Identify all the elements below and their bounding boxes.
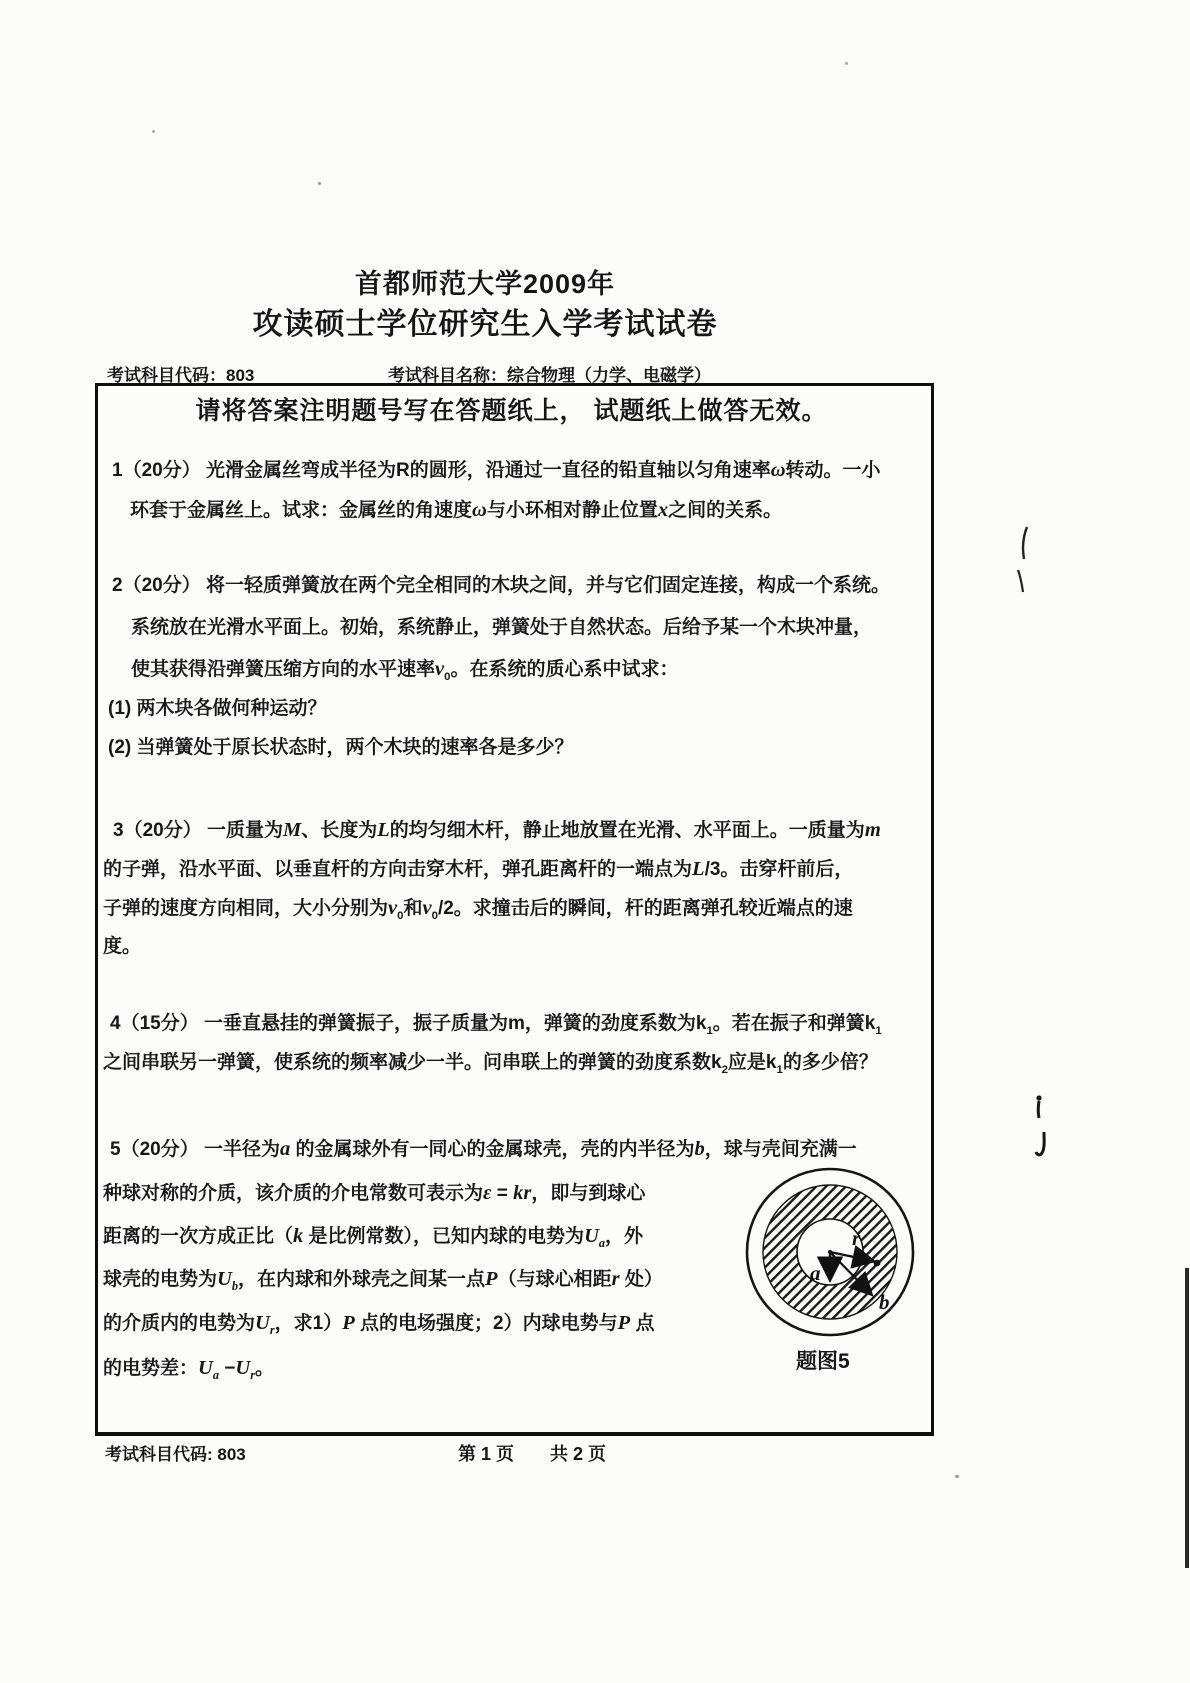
question-1-line-2: 环套于金属丝上。试求：金属丝的角速度ω与小环相对静止位置x之间的关系。 — [130, 499, 783, 521]
scan-edge-line — [1185, 1268, 1189, 1568]
question-3-line-1: 3（20分） 一质量为M、长度为L的均匀细木杆，静止地放置在光滑、水平面上。一质量为m — [113, 819, 881, 841]
answer-notice: 请将答案注明题号写在答题纸上， 试题纸上做答无效。 — [195, 397, 828, 425]
question-5-line-2: 种球对称的介质，该介质的介电常数可表示为ε = kr，即与到球心 — [103, 1182, 646, 1204]
question-2-line-2: 系统放在光滑水平面上。初始，系统静止，弹簧处于自然状态。后给予某一个木块冲量， — [131, 617, 873, 638]
footer-page-number: 第 1 页 共 2 页 — [458, 1444, 607, 1464]
subject-name-label: 考试科目名称：综合物理（力学、电磁学） — [388, 366, 711, 385]
question-5-line-6: 的电势差：$U_a -U_r$。 — [103, 1357, 275, 1382]
center-dot — [828, 1250, 832, 1254]
scan-mark-blot-2 — [1034, 1130, 1050, 1158]
label-r: r — [852, 1226, 861, 1250]
scan-speck-2 — [845, 62, 848, 65]
question-4-line-1: 4（15分） 一垂直悬挂的弹簧振子，振子质量为m，弹簧的劲度系数为$k_1$。若在振子和弹簧$k_1$ — [110, 1013, 882, 1037]
question-2-subitem-2: (2) 当弹簧处于原长状态时，两个木块的速率各是多少？ — [108, 737, 574, 758]
question-3-line-4: 度。 — [103, 936, 142, 957]
scan-speck-3 — [152, 130, 155, 133]
scan-mark-blot-1 — [1032, 1094, 1046, 1120]
label-a: a — [810, 1261, 821, 1285]
question-5-line-1: 5（20分） 一半径为a 的金属球外有一同心的金属球壳，壳的内半径为b，球与壳间充满一 — [110, 1138, 857, 1160]
label-b: b — [879, 1290, 890, 1314]
figure-caption: 题图5 — [796, 1350, 850, 1373]
figure-concentric-spheres — [740, 1162, 925, 1342]
scan-speck-4 — [955, 1475, 959, 1478]
question-3-line-3: 子弹的速度方向相同，大小分别为$v_0$和$v_0/2$。求撞击后的瞬间，杆的距离弹孔较近端点的速 — [103, 897, 853, 922]
question-2-subitem-1: (1) 两木块各做何种运动？ — [108, 698, 327, 719]
question-1-line-1: 1（20分） 光滑金属丝弯成半径为R的圆形，沿通过一直径的铅直轴以匀角速率ω转动。一小 — [112, 459, 881, 481]
page-subtitle: 攻读硕士学位研究生入学考试试卷 — [252, 308, 718, 341]
scan-mark-apostrophe — [1018, 525, 1032, 561]
footer-subject-code: 考试科目代码: 803 — [105, 1445, 246, 1464]
page-title: 首都师范大学2009年 — [354, 269, 616, 299]
question-2-line-1: 2（20分） 将一轻质弹簧放在两个完全相同的木块之间，并与它们固定连接，构成一个系统。 — [112, 575, 890, 596]
scan-speck-1 — [318, 182, 321, 185]
scan-mark-stroke — [1014, 568, 1028, 594]
question-5-line-5: 的介质内的电势为$U_r$，求1）P 点的电场强度；2）内球电势与P 点 — [103, 1312, 655, 1337]
question-2-line-3: 使其获得沿弹簧压缩方向的水平速率$v_0$。在系统的质心系中试求： — [131, 658, 679, 683]
subject-code-label: 考试科目代码：803 — [107, 366, 255, 385]
question-3-line-2: 的子弹，沿水平面、以垂直杆的方向击穿木杆，弹孔距离杆的一端点为L/3。击穿杆前后， — [103, 858, 854, 880]
point-p-dot — [874, 1260, 881, 1267]
question-5-line-3: 距离的一次方成正比（k 是比例常数），已知内球的电势为$U_a$，外 — [103, 1225, 644, 1250]
question-5-line-4: 球壳的电势为$U_b$，在内球和外球壳之间某一点P（与球心相距r 处） — [103, 1268, 663, 1293]
question-4-line-2: 之间串联另一弹簧，使系统的频率减少一半。问串联上的弹簧的劲度系数$k_2$应是$k_1$的多少倍？ — [103, 1052, 878, 1076]
